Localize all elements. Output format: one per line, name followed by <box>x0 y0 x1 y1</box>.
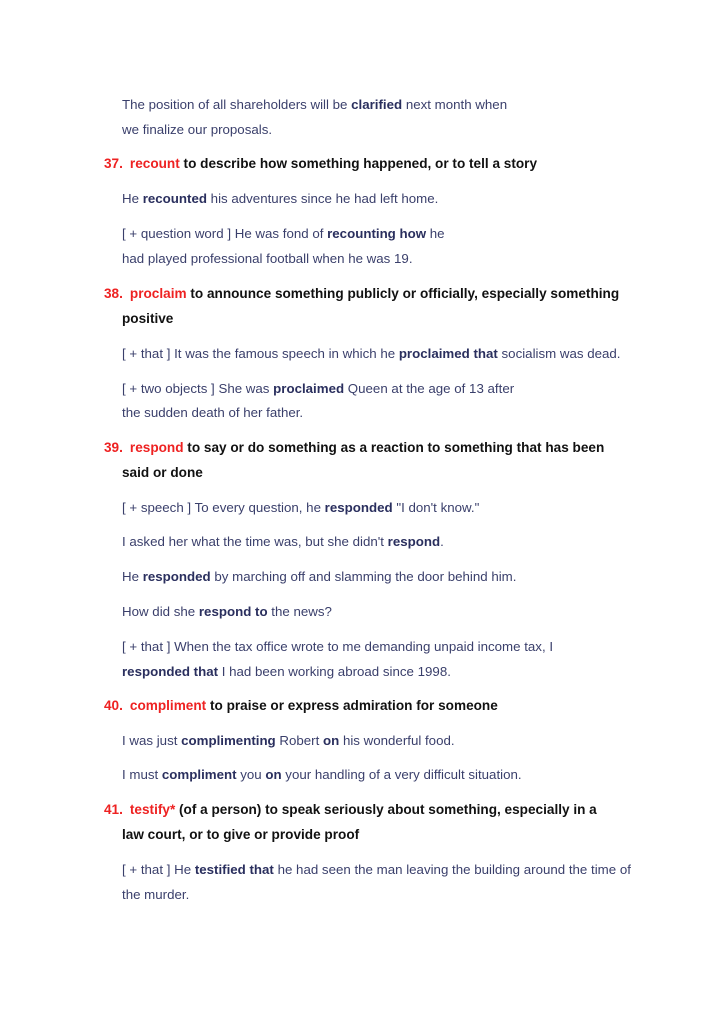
definition-continuation: law court, or to give or provide proof <box>122 827 360 842</box>
example-line: [ + that ] It was the famous speech in which he proclaimed that socialism was dead. <box>122 346 621 361</box>
keyword: respond to <box>198 604 268 619</box>
entry-number: 41. <box>104 802 123 817</box>
example-line: [ + question word ] He was fond of recounting how he <box>122 226 445 241</box>
example-line: I must compliment you on your handling of a very difficult situation. <box>122 767 522 782</box>
keyword: compliment <box>161 767 237 782</box>
example-line: the sudden death of her father. <box>122 405 304 420</box>
example-line: He responded by marching off and slamming the door behind him. <box>122 569 517 584</box>
entry-heading-39 <box>104 440 604 456</box>
example-line: I asked her what the time was, but she didn't respond. <box>122 534 444 549</box>
entry-number: 37. <box>104 156 123 171</box>
keyword: recounting how <box>327 226 427 241</box>
entry-number: 40. <box>104 698 123 713</box>
example-line: He recounted his adventures since he had left home. <box>122 191 439 206</box>
example-line: How did she respond to the news? <box>122 604 332 619</box>
example-line: The position of all shareholders will be clarified next month when <box>122 97 508 112</box>
example-line: [ + that ] He testified that he had seen the man leaving the building around the time of <box>122 862 631 877</box>
keyword: responded that <box>122 664 219 679</box>
definition: to describe how something happened, or to tell a story <box>179 156 538 171</box>
keyword: on <box>323 733 340 748</box>
entry-heading-38 <box>104 286 619 302</box>
example-line: we finalize our proposals. <box>122 122 273 137</box>
definition: to announce something publicly or officially, especially something <box>186 286 620 301</box>
keyword: recounted <box>142 191 207 206</box>
definition: to praise or express admiration for someone <box>206 698 498 713</box>
example-line: [ + two objects ] She was proclaimed Queen at the age of 13 after <box>122 381 515 396</box>
entry-number: 39. <box>104 440 123 455</box>
entry-heading-37 <box>104 156 537 172</box>
keyword: complimenting <box>181 733 276 748</box>
definition: (of a person) to speak seriously about something, especially in a <box>175 802 597 817</box>
keyword: responded <box>142 569 211 584</box>
definition: to say or do something as a reaction to something that has been <box>183 440 605 455</box>
example-line: I was just complimenting Robert on his wonderful food. <box>122 733 455 748</box>
headword: respond <box>129 440 184 455</box>
headword: recount <box>129 156 180 171</box>
headword: testify* <box>129 802 176 817</box>
keyword: proclaimed <box>273 381 345 396</box>
keyword: on <box>265 767 282 782</box>
entry-heading-41 <box>104 802 597 818</box>
keyword: testified that <box>194 862 274 877</box>
definition-continuation: said or done <box>122 465 203 480</box>
headword: proclaim <box>129 286 187 301</box>
example-line: [ + that ] When the tax office wrote to me demanding unpaid income tax, I <box>122 639 554 654</box>
keyword: clarified <box>351 97 403 112</box>
definition-continuation: positive <box>122 311 174 326</box>
example-line: [ + speech ] To every question, he responded "I don't know." <box>122 500 480 515</box>
keyword: respond <box>387 534 441 549</box>
example-line: had played professional football when he was 19. <box>122 251 413 266</box>
keyword: proclaimed that <box>398 346 498 361</box>
entry-number: 38. <box>104 286 123 301</box>
entry-heading-40 <box>104 698 498 714</box>
example-line: responded that I had been working abroad since 1998. <box>122 664 451 679</box>
headword: compliment <box>129 698 207 713</box>
example-line: the murder. <box>122 887 190 902</box>
keyword: responded <box>324 500 393 515</box>
